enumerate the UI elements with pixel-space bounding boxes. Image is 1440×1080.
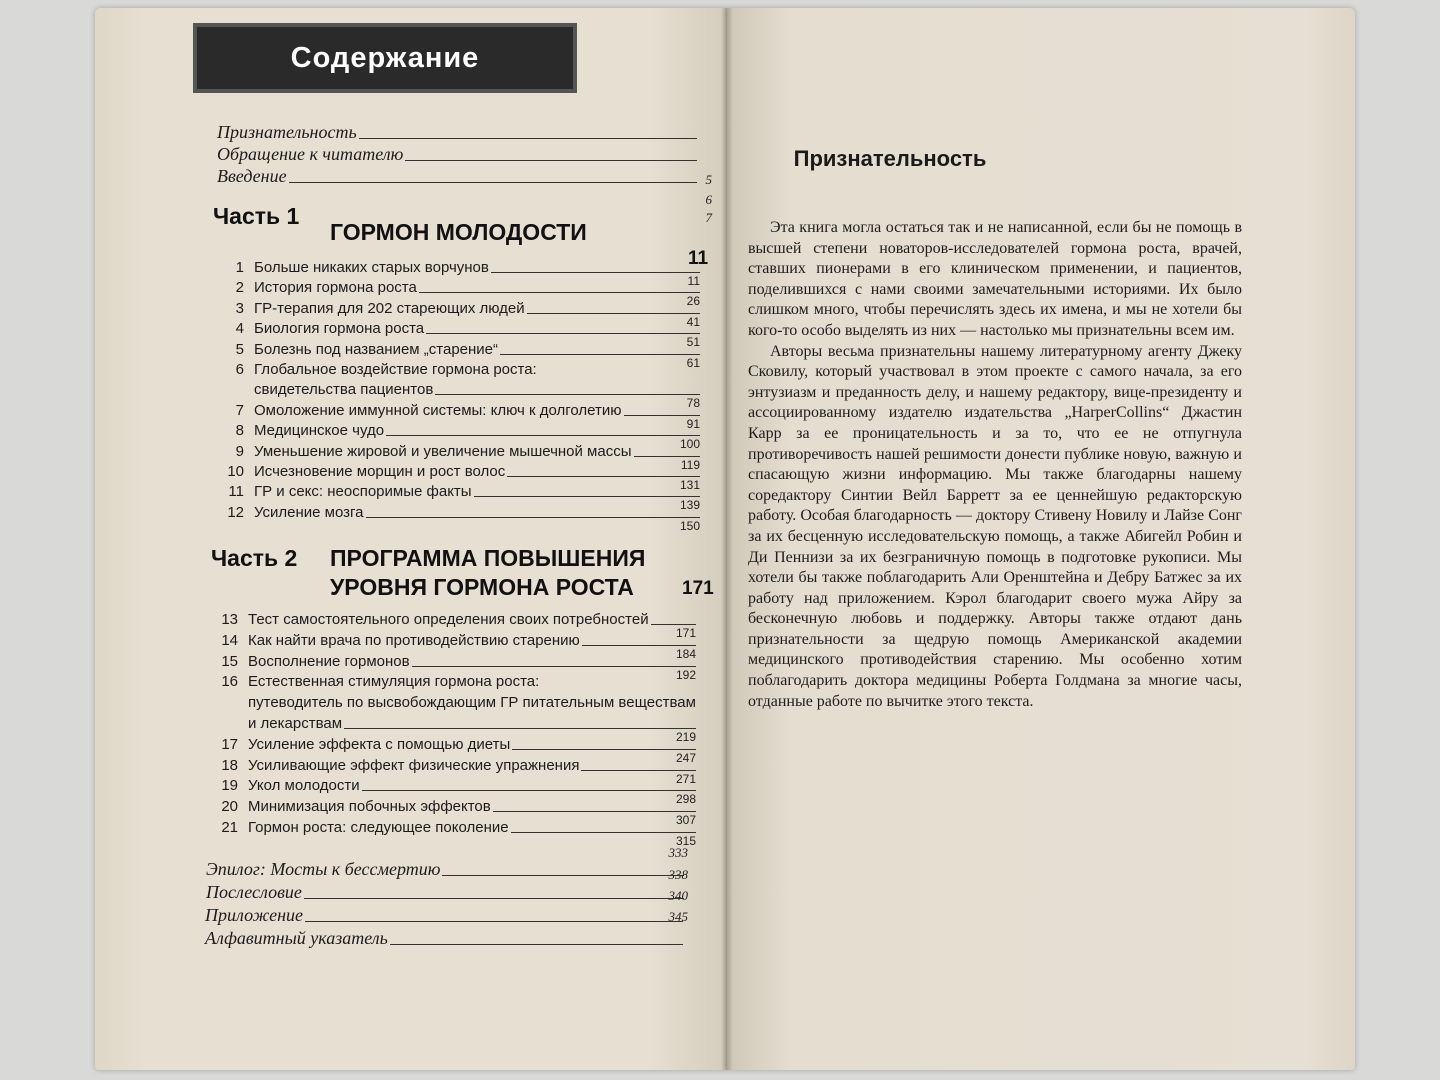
chapter-number: 5 (235, 340, 244, 358)
acknowledgements-text (748, 218, 1242, 712)
toc-chapter-row (214, 480, 700, 500)
page-number: 150 (679, 518, 700, 533)
chapter-title: Естественная стимуляция гормона роста: (248, 673, 540, 691)
toc-chapter-row (214, 457, 700, 480)
chapter-title: Больше никаких старых ворчунов (254, 259, 489, 276)
toc-chapter-row (214, 399, 700, 419)
chapter-number: 6 (235, 361, 244, 378)
page-number: 171 (675, 626, 696, 640)
chapter-number: 3 (235, 299, 244, 317)
chapter-number: 16 (221, 673, 238, 691)
chapter-title: и лекарствам (248, 715, 343, 732)
page-number: 91 (686, 416, 700, 431)
page-number: 315 (675, 834, 696, 848)
chapter-title: Тест самостоятельного определения своих потребностей (248, 611, 649, 628)
paragraph: Авторы весьма признательны нашему литературному агенту Джеку Сковилу, который участвовал в этом проекте с самого начала, за его энтузиазм и преданность делу, и нашему редактору, вице-президенту и ассоциированному издателю издательства „HarperCollins“ Джастин Карр за ее проницательность и за то, что ее не отпугнула противоречивость нашей решимости донести публике новую, важную и спасающую жизни информацию. Мы также благодарны нашему соредактору Синтии Вейл Барретт за ее ценнейшую редакторскую работу. Особая благодарность — доктору Стивену Новилу и Лайзе Сонг за их бесценную исследовательскую помощь, а также Абигейл Робин и Ди Пеннизи за их безграничную помощь в подготовке рукописи. Мы хотели бы также поблагодарить Али Оренштейна и Дебру Батжес за их работу над приложением. Кэрол благодарит своего мужа Айру за бесконечную любовь и поддержку. Авторы также отдают дань признательности за щедрую помощь Американской академии медицинского противодействия старению. Мы особенно хотим поблагодарить доктора медицины Роберта Голдмана за многие часы, отданные работе по вычитке этого текста. (748, 342, 1242, 710)
chapter-number: 12 (227, 503, 244, 521)
toc-front-item: Введение (217, 163, 697, 187)
toc-back-item: Эпилог: Мосты к бессмертию (206, 856, 684, 880)
chapter-title: Медицинское чудо (254, 422, 385, 440)
chapter-number: 2 (235, 279, 244, 297)
toc-chapter-row (208, 816, 696, 836)
page-number: 333 (668, 845, 688, 860)
page-number: 340 (668, 888, 688, 903)
toc-front-item: Обращение к читателю (217, 141, 697, 165)
toc-back-item: Приложение (205, 902, 683, 926)
page-number: 345 (668, 909, 688, 924)
toc-chapter-row (214, 338, 700, 358)
chapter-title: ГР и секс: неоспоримые факты (254, 483, 472, 501)
toc-chapter-row (208, 667, 696, 691)
chapter-number: 9 (235, 442, 244, 460)
toc-front-item: Признательность (217, 119, 697, 143)
page-number: 100 (679, 437, 700, 452)
chapter-title: путеводитель по высвобождающим ГР питательным веществам (248, 694, 696, 712)
chapter-title: Усиление эффекта с помощью диеты (248, 735, 511, 753)
part1-label: Часть 1 (213, 203, 300, 229)
chapter-title: Восполнение гормонов (248, 652, 410, 670)
page-number: 338 (668, 867, 688, 882)
page-number: 119 (680, 457, 700, 472)
toc-back-item: Алфавитный указатель (205, 925, 683, 949)
page-number: 51 (686, 335, 700, 350)
chapter-title: свидетельства пациентов (254, 381, 434, 399)
toc-chapter-row (208, 795, 696, 815)
chapter-number: 19 (221, 777, 238, 795)
page-number: 219 (675, 730, 696, 744)
part1-page: 11 (688, 248, 709, 269)
page-number: 78 (686, 396, 700, 411)
chapter-number: 15 (221, 652, 238, 670)
page-number: 26 (686, 294, 700, 309)
toc-chapter-row (208, 771, 696, 795)
chapter-title: Усиливающие эффект физические упражнения (248, 756, 580, 774)
page-number: 5 (705, 172, 712, 187)
toc-chapter-row (214, 256, 700, 276)
chapter-number: 4 (235, 320, 244, 338)
toc-chapter-row (214, 416, 700, 440)
page-number: 307 (675, 813, 696, 828)
part2-page: 171 (682, 578, 714, 599)
chapter-number: 21 (221, 819, 238, 836)
toc-chapter-row (214, 355, 700, 378)
toc-chapter-row (208, 650, 696, 670)
toc-chapter-row (208, 754, 696, 774)
page-number: 61 (686, 355, 700, 370)
toc-chapter-row (208, 608, 696, 628)
chapter-number: 17 (221, 735, 238, 753)
right-page-title: Признательность (793, 146, 987, 171)
toc-chapter-row (208, 733, 696, 753)
part2-label: Часть 2 (211, 545, 298, 571)
toc-banner: Содержание (193, 23, 577, 93)
chapter-title: Как найти врача по противодействию старению (248, 631, 580, 649)
page-number: 7 (705, 210, 712, 225)
page-number: 184 (675, 646, 696, 661)
page-number: 271 (675, 771, 696, 786)
chapter-title: Биология гормона роста (254, 320, 425, 338)
page-number: 11 (687, 274, 700, 288)
chapter-title: Уменьшение жировой и увеличение мышечной массы (254, 442, 632, 460)
chapter-title: Минимизация побочных эффектов (248, 798, 491, 816)
chapter-number: 13 (221, 611, 238, 628)
chapter-number: 8 (235, 422, 244, 440)
toc-chapter-row (214, 378, 700, 398)
chapter-title: Омоложение иммунной системы: ключ к долголетию (254, 401, 622, 419)
toc-back-item: Послесловие (206, 879, 684, 903)
page-number: 41 (686, 314, 700, 329)
chapter-number: 7 (235, 401, 244, 419)
chapter-title: Исчезновение морщин и рост волос (254, 463, 506, 480)
paragraph: Эта книга могла остаться так и не написанной, если бы не помощь в высшей степени новаторов-исследователей гормона роста, врачей, ставших пионерами в его клиническом применении, и пациентов, поделившихся с нами своими замечательными историями. Их было слишком много, чтобы перечислять здесь их имена, и мы не хотели бы кого-то особо выделять из них — настолько мы признательны всем им. (748, 219, 1242, 339)
chapter-title: ГР-терапия для 202 стареющих людей (254, 299, 525, 317)
chapter-number: 18 (221, 756, 238, 774)
toc-chapter-row (214, 501, 700, 521)
chapter-number: 10 (227, 463, 244, 480)
page-number: 131 (679, 478, 700, 492)
page-number: 192 (675, 667, 696, 682)
chapter-number: 20 (221, 798, 238, 816)
toc-chapter-row (214, 440, 700, 460)
chapter-title: Глобальное воздействие гормона роста: (254, 361, 537, 378)
toc-chapter-row (214, 276, 700, 296)
toc-chapter-row (208, 691, 696, 711)
toc-chapter-row (214, 297, 700, 317)
chapter-title: История гормона роста (254, 279, 417, 297)
page-number: 139 (679, 498, 700, 513)
part2-title-line2: УРОВНЯ ГОРМОНА РОСТА (330, 574, 634, 600)
book-gutter (721, 8, 733, 1070)
chapter-title: Гормон роста: следующее поколение (248, 819, 509, 836)
part2-title-line1: ПРОГРАММА ПОВЫШЕНИЯ (330, 545, 646, 571)
toc-chapter-row (208, 712, 696, 732)
chapter-number: 11 (228, 483, 244, 501)
toc-chapter-row (214, 314, 700, 338)
chapter-title: Усиление мозга (254, 503, 364, 521)
chapter-title: Болезнь под названием „старение“ (254, 340, 499, 358)
page-number: 6 (705, 192, 712, 207)
part1-title: ГОРМОН МОЛОДОСТИ (330, 219, 587, 245)
toc-chapter-row (208, 629, 696, 649)
chapter-title: Укол молодости (248, 777, 360, 795)
chapter-number: 1 (235, 259, 244, 276)
chapter-number: 14 (221, 631, 238, 649)
page-number: 298 (675, 792, 696, 807)
page-number: 247 (675, 750, 696, 765)
